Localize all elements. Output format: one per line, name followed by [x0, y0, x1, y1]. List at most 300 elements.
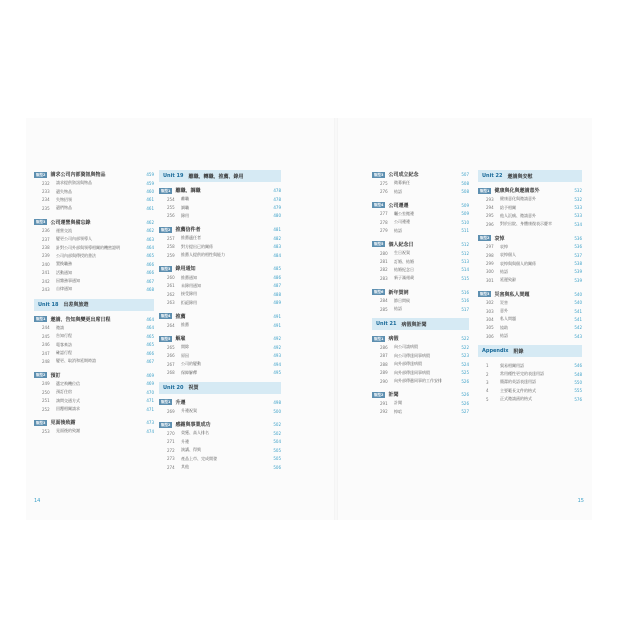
entry-title: 變更、取消和延期時諮 [56, 358, 96, 364]
entry-page: 471 [146, 398, 154, 404]
section-page: 498 [273, 399, 281, 405]
entry-title: 推薦適任者 [181, 235, 201, 241]
entry-number: 238 [42, 245, 50, 251]
section-heading [372, 201, 469, 210]
entry-number: 265 [167, 344, 175, 350]
entry-page: 459 [146, 180, 154, 186]
section-heading [478, 290, 582, 299]
toc-entry [478, 299, 582, 307]
entry-number: 299 [486, 261, 494, 267]
entry-page: 466 [146, 261, 154, 267]
entry-page: 465 [146, 342, 154, 348]
entry-title: 對於出院、身體康復表示慶幸 [500, 221, 552, 227]
toc-column-2 [159, 170, 281, 471]
toc-entry [372, 249, 469, 257]
toc-entry [34, 227, 154, 235]
entry-title: 推薦通知 [181, 274, 197, 280]
entry-page: 511 [461, 228, 469, 234]
section-title: 病假 [388, 336, 399, 343]
entry-title: 接受錄用 [181, 291, 197, 297]
toc-entry [159, 368, 281, 376]
entry-page: 513 [461, 259, 469, 265]
entry-page: 467 [146, 278, 154, 284]
entry-page: 491 [273, 322, 281, 328]
entry-page: 515 [461, 275, 469, 281]
section-title: 見面後致謝 [50, 420, 76, 427]
entry-page: 492 [273, 344, 281, 350]
toc-column-3 [372, 170, 469, 416]
section-page: 491 [273, 313, 281, 319]
entry-page: 525 [461, 370, 469, 376]
toc-entry [159, 212, 281, 220]
toc-entry [34, 204, 154, 212]
toc-column-4 [478, 170, 582, 403]
entry-number: 302 [486, 300, 494, 306]
entry-title: 演講、得獎 [181, 447, 201, 453]
entry-number: 277 [380, 211, 388, 217]
section-page: 459 [146, 172, 154, 177]
entry-page: 465 [146, 333, 154, 339]
toc-section [372, 170, 469, 196]
entry-number: 280 [380, 250, 388, 256]
entry-number: 270 [167, 430, 175, 436]
section-heading [159, 312, 281, 321]
entry-number: 283 [380, 275, 388, 281]
toc-entry [34, 260, 154, 268]
section-heading [372, 240, 469, 249]
toc-entry [372, 360, 469, 368]
entry-page: 504 [273, 439, 281, 445]
entry-page: 493 [273, 353, 281, 359]
entry-number: 233 [42, 189, 50, 195]
entry-number: 293 [486, 196, 494, 202]
entry-title: 未錄用通知 [181, 282, 201, 288]
entry-number: 252 [42, 406, 50, 412]
toc-entry [159, 234, 281, 242]
section-page: 469 [146, 372, 154, 378]
entry-number: 259 [167, 252, 175, 258]
entry-title: 訂婚、結婚 [394, 258, 414, 264]
section-heading [34, 371, 154, 380]
toc-entry [372, 352, 469, 360]
section-title: 解雇 [175, 336, 186, 343]
toc-entry [34, 285, 154, 293]
entry-title: 結語 [500, 333, 508, 339]
unit-number: Unit 18 [38, 301, 59, 308]
section-title: 推薦 [175, 313, 186, 320]
entry-page: 470 [146, 389, 154, 395]
entry-number: 289 [380, 370, 388, 376]
entry-number: 254 [167, 196, 175, 202]
entry-number: 303 [486, 308, 494, 314]
toc-entry [478, 315, 582, 323]
toc-entry [34, 243, 154, 251]
section-type-badge: 類型5 [374, 242, 384, 247]
entry-number: 234 [42, 197, 50, 203]
entry-title: 告知行程 [56, 333, 72, 339]
entry-number: 244 [42, 325, 50, 331]
entry-title: 主要範長文件的格式 [500, 387, 536, 393]
entry-number: 245 [42, 333, 50, 339]
toc-entry [478, 307, 582, 315]
entry-page: 541 [574, 316, 582, 322]
entry-page: 539 [574, 269, 582, 275]
section-type-badge: 類型2 [161, 227, 171, 232]
toc-entry [372, 343, 469, 351]
section-page: 492 [273, 336, 281, 342]
entry-title: 置換職務 [56, 261, 72, 267]
entry-page: 555 [574, 388, 582, 394]
entry-number: 279 [380, 228, 388, 234]
entry-page: 482 [273, 235, 281, 241]
entry-number: 305 [486, 325, 494, 331]
entry-page: 494 [273, 361, 281, 367]
toc-entry [34, 269, 154, 277]
section-heading [372, 288, 469, 297]
toc-entry [34, 427, 154, 435]
entry-title: 結語 [394, 188, 402, 194]
section-type-badge: 類型4 [374, 203, 384, 208]
toc-entry [34, 357, 154, 365]
toc-section [159, 334, 281, 377]
entry-page: 487 [273, 283, 281, 289]
entry-page: 550 [574, 379, 582, 385]
section-type-badge: 類型1 [480, 188, 490, 193]
unit-header [478, 170, 582, 182]
toc-section [159, 420, 281, 471]
entry-page: 505 [273, 456, 281, 462]
toc-entry [372, 399, 469, 407]
toc-entry [372, 179, 469, 187]
entry-page: 489 [273, 300, 281, 306]
toc-entry [372, 305, 469, 313]
entry-title: 災害 [500, 299, 508, 305]
entry-page: 486 [273, 275, 281, 281]
entry-number: 300 [486, 269, 494, 275]
section-title: 請求公司內部資訊與物品 [50, 172, 106, 178]
section-heading [159, 398, 281, 407]
entry-page: 542 [574, 325, 582, 331]
toc-entry [159, 446, 281, 454]
toc-entry [159, 429, 281, 437]
entry-page: 522 [461, 344, 469, 350]
entry-number: 273 [167, 456, 175, 462]
entry-title: 給予相關 [500, 204, 516, 210]
section-type-badge: 類型3 [36, 420, 46, 425]
entry-number: 288 [380, 361, 388, 367]
toc-entry [159, 352, 281, 360]
entry-title: 生日祝賀 [394, 250, 410, 256]
entry-title: 節日問候 [394, 297, 410, 303]
entry-title: 向公司請病假 [394, 344, 418, 350]
entry-page: 466 [146, 350, 154, 356]
entry-page: 576 [574, 396, 582, 402]
page-gutter [334, 118, 338, 520]
entry-number: 291 [380, 400, 388, 406]
toc-section [159, 312, 281, 329]
section-type-badge: 類型3 [480, 292, 490, 297]
entry-page: 495 [273, 370, 281, 376]
toc-column-1 [34, 170, 154, 436]
toc-section [372, 240, 469, 283]
unit-number: Appendix [482, 348, 509, 355]
entry-title: 公司內部與傳授的書法 [56, 252, 96, 258]
entry-page: 506 [273, 464, 281, 470]
entry-page: 523 [461, 353, 469, 359]
entry-title: 開除 [181, 344, 189, 350]
toc-section [159, 264, 281, 307]
unit-title: 邀請與安慰 [507, 173, 533, 180]
toc-section [372, 201, 469, 235]
entry-number: 266 [167, 353, 175, 359]
toc-entry [34, 252, 154, 260]
entry-title: 原因 [181, 352, 189, 358]
toc-entry [372, 187, 469, 195]
entry-title: 其他 [181, 464, 189, 469]
section-title: 升遷 [175, 399, 186, 406]
toc-entry [34, 396, 154, 404]
entry-title: 升遷祝賀 [181, 408, 197, 414]
entry-title: 矚公室搬遷 [394, 210, 414, 216]
entry-page: 526 [461, 400, 469, 406]
toc-section [478, 290, 582, 341]
entry-page: 537 [574, 252, 582, 258]
entry-page: 514 [461, 267, 469, 273]
entry-page: 540 [574, 300, 582, 306]
toc-entry [372, 377, 469, 385]
entry-title: 詢問交通方式 [56, 397, 80, 403]
toc-entry [34, 235, 154, 243]
entry-title: 公司的變動 [181, 361, 201, 367]
toc-entry [159, 463, 281, 471]
entry-title: 遺失物品 [56, 188, 72, 194]
unit-header [372, 318, 469, 330]
entry-title: 向公司傳達同事病假 [394, 352, 430, 358]
page-number-right: 15 [577, 498, 584, 504]
section-page: 540 [574, 291, 582, 297]
section-title: 健康與化與邀請意外 [494, 188, 540, 194]
entry-number: 240 [42, 261, 50, 267]
toc-entry [478, 387, 582, 395]
entry-title: 他人沉痛、邀請意外 [500, 212, 536, 218]
entry-number: 267 [167, 361, 175, 367]
entry-page: 502 [273, 430, 281, 436]
entry-title: 結語 [394, 306, 402, 312]
entry-page: 483 [273, 244, 281, 250]
toc-entry [478, 243, 582, 251]
entry-title: 確認行程 [56, 350, 72, 356]
unit-number: Unit 20 [163, 384, 184, 391]
toc-entry [478, 332, 582, 340]
section-page: 526 [461, 392, 469, 398]
unit-header [34, 299, 154, 311]
unit-header [478, 345, 582, 357]
unit-title: 病假與計聞 [401, 321, 427, 328]
section-page: 522 [461, 336, 469, 342]
toc-entry [159, 273, 281, 281]
entry-number: 246 [42, 342, 50, 348]
toc-entry [478, 324, 582, 332]
entry-number: 241 [42, 270, 50, 276]
unit-title: 離職、轉職、推薦、錄用 [188, 173, 244, 180]
book-spread [26, 118, 592, 520]
toc-entry [34, 405, 154, 413]
section-heading [159, 225, 281, 234]
toc-entry [372, 257, 469, 265]
toc-entry [478, 195, 582, 203]
entry-page: 462 [146, 228, 154, 234]
entry-page: 526 [461, 378, 469, 384]
entry-page: 541 [574, 308, 582, 314]
section-page: 532 [574, 188, 582, 193]
entry-page: 546 [574, 363, 582, 369]
toc-entry [159, 438, 281, 446]
section-title: 感謝與事業成功 [175, 422, 211, 429]
toc-entry [372, 218, 469, 226]
section-title: 邀請、告知與變更出席日程 [50, 316, 111, 323]
section-page: 536 [574, 235, 582, 241]
toc-entry [478, 378, 582, 386]
entry-title: 計聞 [394, 400, 402, 406]
entry-page: 512 [461, 250, 469, 256]
toc-entry [478, 259, 582, 267]
entry-number: 248 [42, 358, 50, 364]
toc-entry [34, 349, 154, 357]
entry-title: 簡潔的英語表達用語 [500, 379, 536, 385]
entry-number: 262 [167, 291, 175, 297]
toc-section [34, 371, 154, 414]
section-heading [372, 334, 469, 343]
entry-title: 常用種性更完的表達用語 [500, 371, 544, 377]
entry-number: 235 [42, 205, 50, 211]
entry-title: 離職 [181, 196, 189, 202]
entry-number: 261 [167, 283, 175, 289]
section-heading [372, 170, 469, 179]
entry-number: 294 [486, 205, 494, 211]
entry-title: 回覆相關請求 [56, 406, 80, 411]
entry-page: 463 [146, 236, 154, 242]
section-type-badge: 類型2 [36, 373, 46, 378]
entry-page: 460 [146, 189, 154, 195]
entry-number: 257 [167, 235, 175, 241]
unit-header [159, 170, 281, 182]
entry-number: 274 [167, 464, 175, 470]
toc-section [159, 398, 281, 415]
section-type-badge: 類型5 [161, 336, 171, 341]
entry-title: 變更公司內部領導人 [56, 236, 92, 242]
toc-section [159, 186, 281, 220]
section-page: 507 [461, 172, 469, 177]
entry-page: 500 [273, 408, 281, 414]
toc-entry [34, 196, 154, 204]
toc-section [478, 361, 582, 403]
unit-number: Unit 21 [376, 321, 397, 328]
toc-section [372, 390, 469, 416]
section-heading [34, 418, 154, 427]
toc-entry [159, 282, 281, 290]
unit-number: Unit 19 [163, 173, 184, 179]
entry-page: 524 [461, 361, 469, 367]
section-heading [34, 315, 154, 324]
section-title: 計聞 [388, 392, 399, 399]
entry-number: 306 [486, 333, 494, 339]
entry-page: 465 [146, 253, 154, 259]
toc-entry [34, 388, 154, 396]
entry-page: 534 [574, 221, 582, 227]
section-page: 462 [146, 219, 154, 225]
toc-section [478, 234, 582, 285]
entry-number: 281 [380, 259, 388, 265]
entry-title: 預訂住宿 [56, 389, 72, 395]
entry-number: 260 [167, 275, 175, 281]
section-title: 新年賀詞 [388, 289, 409, 296]
entry-number: 272 [167, 447, 175, 453]
toc-entry [159, 299, 281, 307]
entry-number: 264 [167, 322, 175, 328]
entry-title: 新子滿週歲 [394, 275, 414, 281]
entry-title: 哀悼與與個人的關係 [500, 260, 536, 266]
toc-entry [478, 251, 582, 259]
entry-title: 針對公司外部與領導相關的機密證明 [56, 244, 120, 250]
entry-number: 242 [42, 278, 50, 284]
toc-entry [372, 266, 469, 274]
section-title: 災害與私人問題 [494, 291, 530, 298]
toc-entry [478, 203, 582, 211]
entry-number: 296 [486, 221, 494, 227]
entry-page: 536 [574, 244, 582, 250]
section-heading [478, 234, 582, 243]
entry-title: 自律通知 [56, 286, 72, 292]
entry-number: 237 [42, 236, 50, 242]
toc-section [372, 288, 469, 314]
toc-entry [478, 276, 582, 284]
toc-entry [34, 277, 154, 285]
entry-page: 539 [574, 277, 582, 283]
section-page: 512 [461, 241, 469, 247]
entry-number: 278 [380, 219, 388, 225]
toc-entry [372, 274, 469, 282]
section-title: 錄用通知 [175, 266, 196, 273]
entry-title: 推薦人提供的相性與能力 [181, 252, 225, 258]
entry-number: 276 [380, 189, 388, 195]
toc-section [34, 315, 154, 366]
section-heading [34, 218, 154, 227]
entry-title: 見面後的致謝 [56, 428, 80, 434]
entry-number: 290 [380, 378, 388, 384]
toc-entry [159, 321, 281, 329]
toc-entry [159, 343, 281, 351]
entry-page: 461 [146, 197, 154, 203]
section-type-badge: 類型2 [36, 172, 46, 177]
toc-entry [159, 407, 281, 415]
toc-section [478, 186, 582, 229]
section-type-badge: 類型1 [161, 188, 171, 193]
section-type-badge: 類型4 [161, 314, 171, 319]
section-heading [478, 186, 582, 195]
entry-number: 251 [42, 398, 50, 404]
entry-page: 474 [146, 428, 154, 434]
toc-entry [372, 408, 469, 416]
entry-number: 2 [486, 371, 489, 377]
toc-entry [159, 360, 281, 368]
entry-page: 469 [146, 381, 154, 387]
entry-title: 哀悼 [500, 243, 508, 249]
entry-title: 結語 [500, 268, 508, 274]
entry-number: 298 [486, 252, 494, 258]
toc-entry [34, 179, 154, 187]
toc-section [159, 225, 281, 259]
entry-page: 517 [461, 306, 469, 312]
